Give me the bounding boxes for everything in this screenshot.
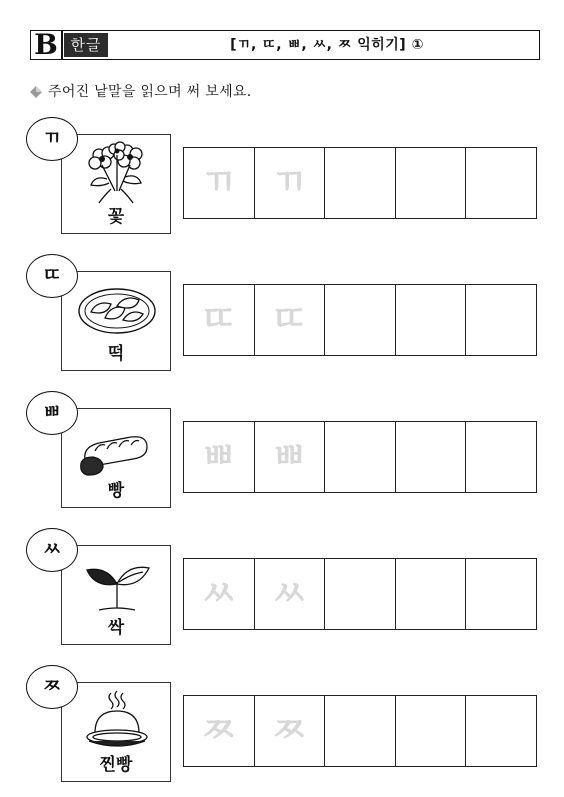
blank-cell[interactable] (396, 422, 467, 492)
sprout-icon (77, 552, 157, 618)
blank-cell[interactable] (396, 559, 467, 629)
trace-cell[interactable]: ㄲ (184, 148, 255, 218)
trace-cell[interactable]: ㅆ (184, 559, 255, 629)
consonant-badge: ㅃ (26, 391, 78, 435)
blank-cell[interactable] (396, 148, 467, 218)
picture-word: 싹 (107, 618, 125, 638)
subject-tag: 한글 (64, 33, 108, 57)
practice-row-3 (26, 391, 546, 511)
blank-cell[interactable] (325, 148, 396, 218)
picture-word: 꽃 (107, 207, 125, 227)
worksheet-title: [ㄲ, ㄸ, ㅃ, ㅆ, ㅉ 익히기] ① (230, 37, 424, 53)
practice-row-4 (26, 528, 546, 648)
picture-card (61, 271, 171, 371)
picture-card (61, 545, 171, 645)
steamed-bun-icon (77, 689, 157, 755)
consonant-badge: ㅆ (26, 528, 78, 572)
blank-cell[interactable] (325, 696, 396, 766)
instruction (30, 81, 251, 101)
writing-grid (183, 284, 537, 356)
trace-cell[interactable]: ㄸ (184, 285, 255, 355)
blank-cell[interactable] (396, 696, 467, 766)
picture-word: 찐빵 (99, 755, 133, 775)
practice-row-1 (26, 117, 546, 237)
consonant-badge: ㅉ (26, 665, 78, 709)
practice-row-2 (26, 254, 546, 374)
trace-cell[interactable]: ㅃ (184, 422, 255, 492)
picture-word: 빵 (107, 481, 125, 501)
blank-cell[interactable] (396, 285, 467, 355)
trace-cell[interactable]: ㅉ (255, 696, 326, 766)
picture-card (61, 408, 171, 508)
trace-cell[interactable]: ㅃ (255, 422, 326, 492)
writing-grid (183, 147, 537, 219)
practice-row-5 (26, 665, 546, 785)
writing-grid (183, 421, 537, 493)
worksheet-header (30, 30, 540, 60)
blank-cell[interactable] (466, 559, 536, 629)
picture-card (61, 682, 171, 782)
consonant-badge: ㄸ (26, 254, 78, 298)
section-letter: B (31, 30, 63, 60)
picture-word: 떡 (107, 344, 125, 364)
blank-cell[interactable] (466, 285, 536, 355)
writing-grid (183, 695, 537, 767)
diamond-bullet-icon (30, 86, 42, 98)
trace-cell[interactable]: ㅆ (255, 559, 326, 629)
blank-cell[interactable] (466, 696, 536, 766)
trace-cell[interactable]: ㅉ (184, 696, 255, 766)
writing-grid (183, 558, 537, 630)
blank-cell[interactable] (325, 559, 396, 629)
consonant-badge: ㄲ (26, 117, 78, 161)
flower-icon (77, 141, 157, 207)
blank-cell[interactable] (466, 422, 536, 492)
trace-cell[interactable]: ㄲ (255, 148, 326, 218)
blank-cell[interactable] (325, 285, 396, 355)
picture-card (61, 134, 171, 234)
instruction-text: 주어진 낱말을 읽으며 써 보세요. (48, 84, 252, 100)
trace-cell[interactable]: ㄸ (255, 285, 326, 355)
blank-cell[interactable] (325, 422, 396, 492)
rice-cake-icon (77, 278, 157, 344)
bread-icon (77, 415, 157, 481)
blank-cell[interactable] (466, 148, 536, 218)
